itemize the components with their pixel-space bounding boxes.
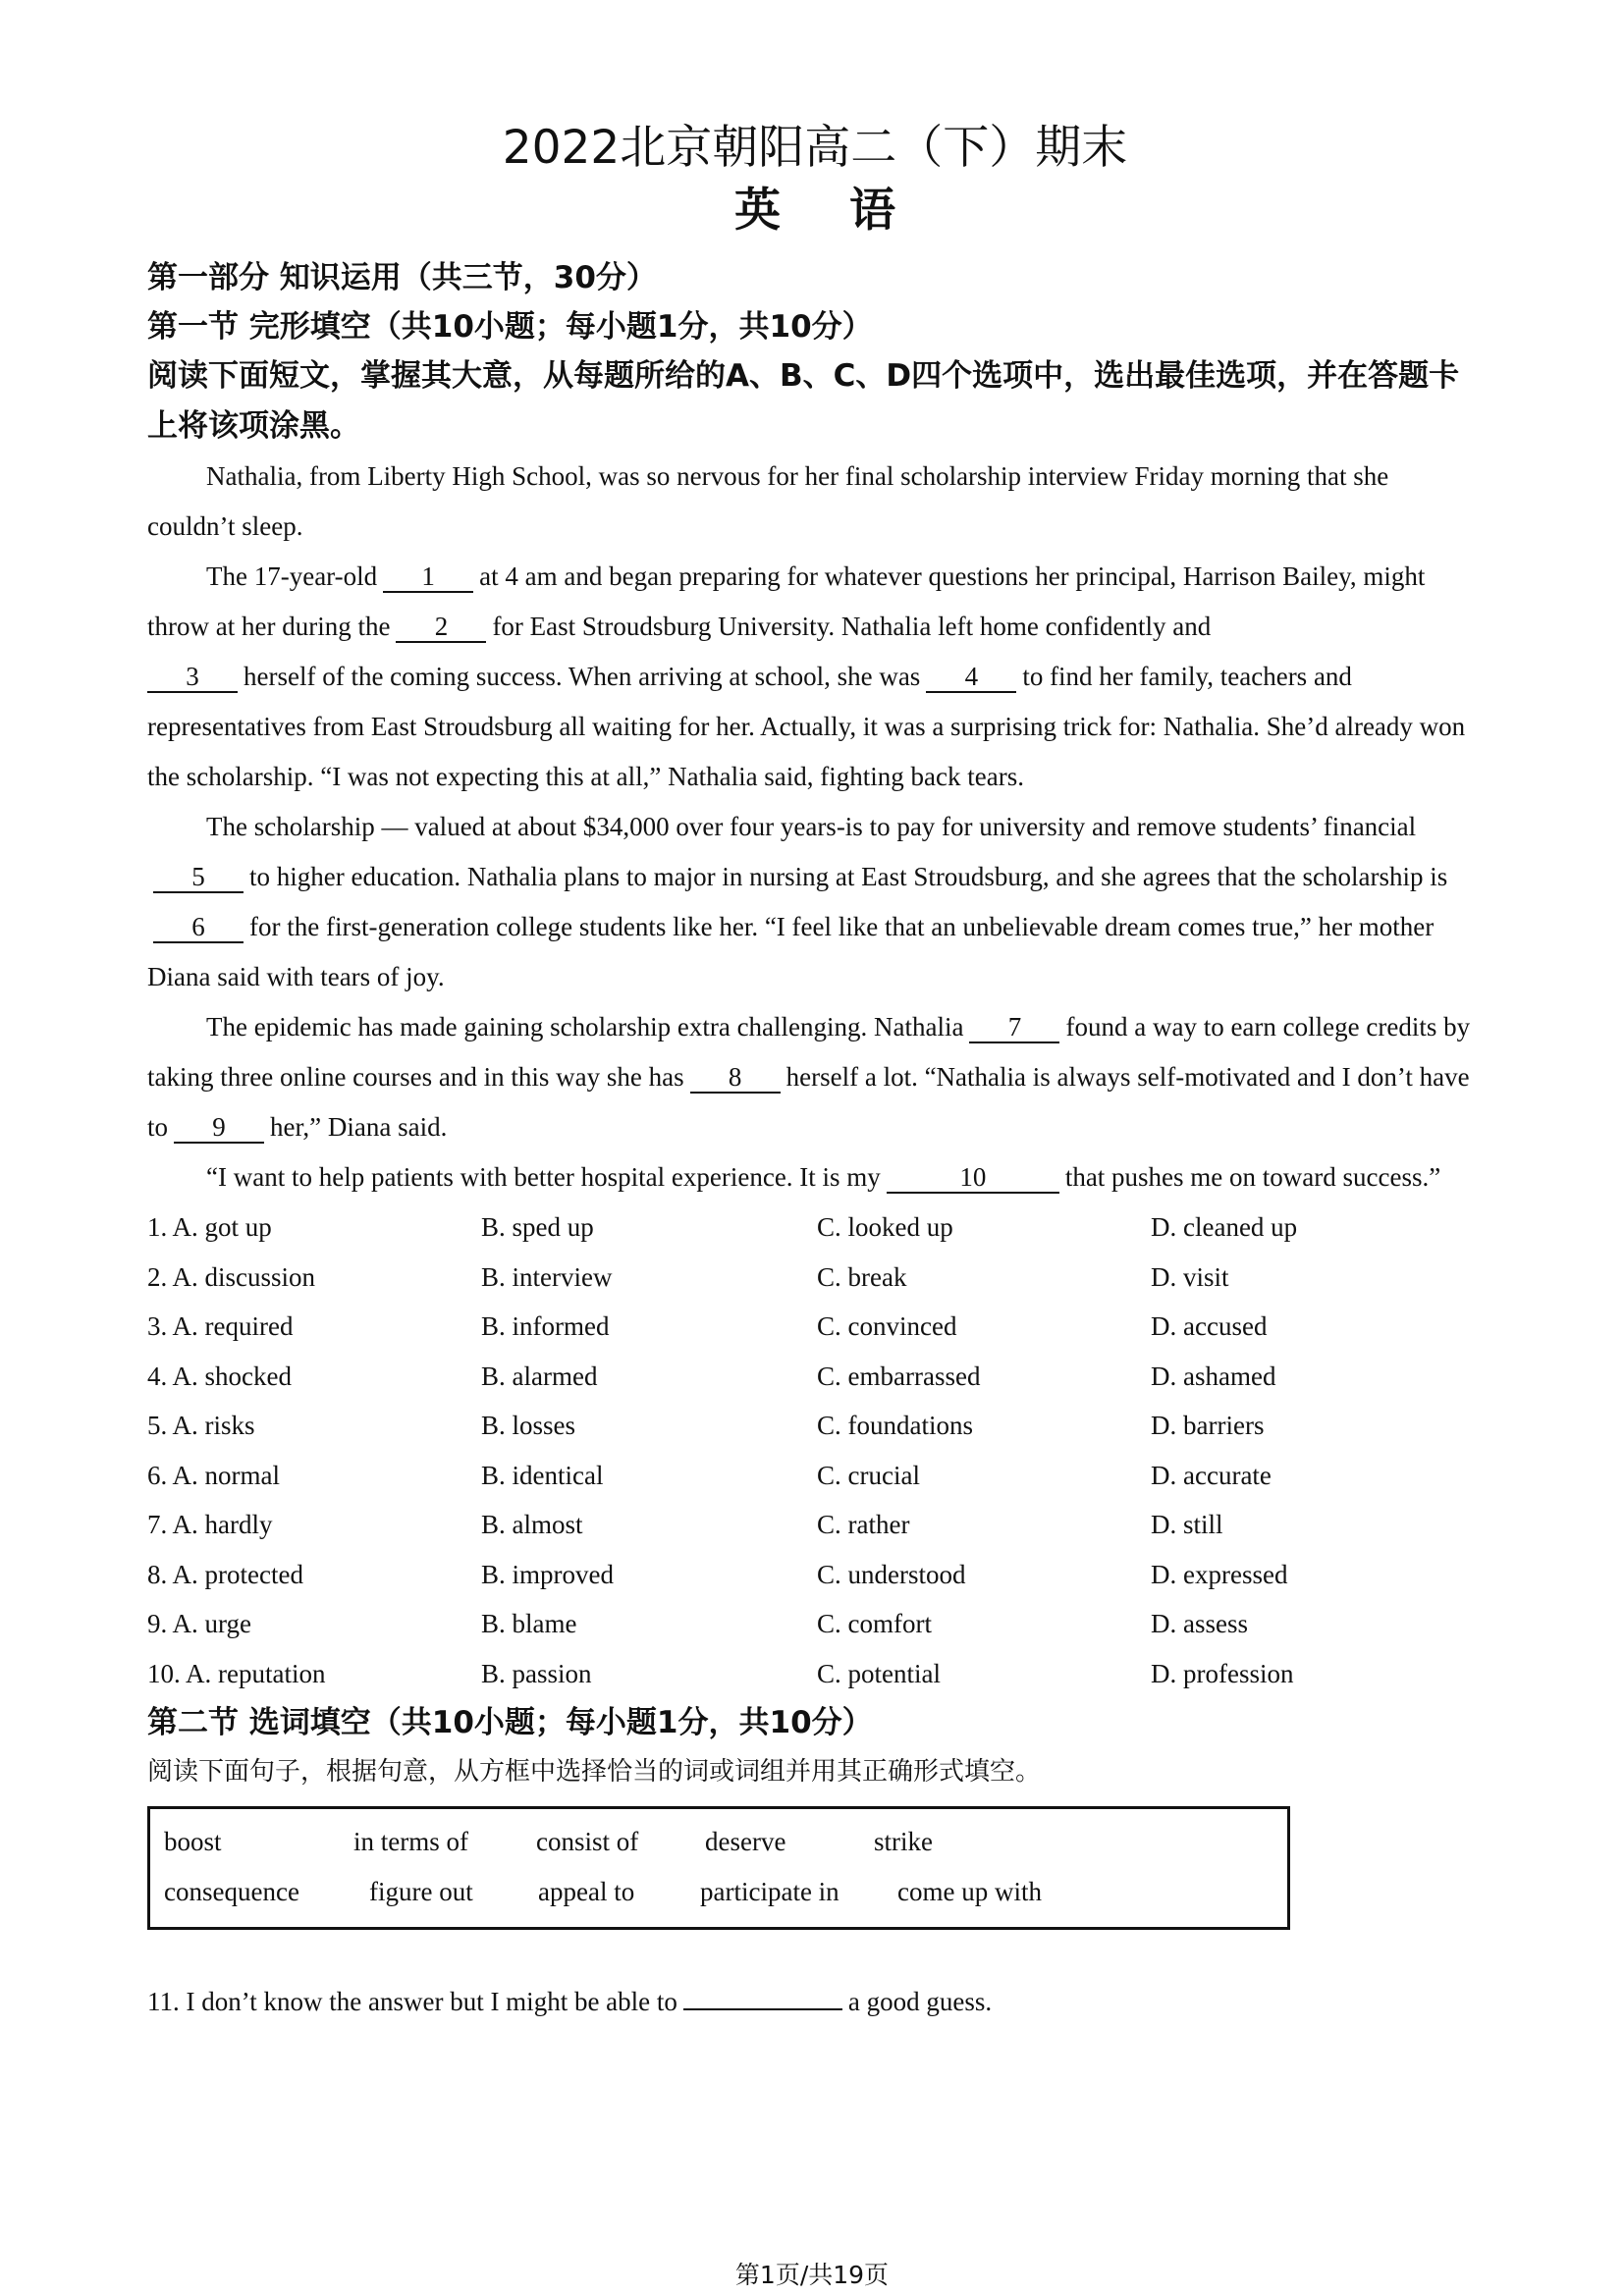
option-d[interactable]: D. ashamed bbox=[1151, 1361, 1276, 1391]
cloze-blank-5[interactable]: 5 bbox=[153, 862, 244, 893]
option-a[interactable]: 3. A. required bbox=[147, 1311, 294, 1341]
option-b[interactable]: B. informed bbox=[481, 1311, 610, 1341]
cloze-blank-2[interactable]: 2 bbox=[396, 612, 486, 643]
word-box-item: boost bbox=[164, 1827, 222, 1856]
option-row bbox=[147, 1649, 1483, 1699]
question-11 bbox=[147, 1977, 1483, 2027]
option-b[interactable]: B. interview bbox=[481, 1261, 613, 1292]
exam-title: 2022北京朝阳高二（下）期末 bbox=[502, 121, 1128, 175]
option-b[interactable]: B. improved bbox=[481, 1559, 614, 1589]
option-b[interactable]: B. blame bbox=[481, 1609, 577, 1638]
section2-heading: 第二节 选词填空（共10小题；每小题1分，共10分） bbox=[147, 1705, 873, 1740]
option-a[interactable]: 2. A. discussion bbox=[147, 1261, 316, 1292]
option-a[interactable]: 5. A. risks bbox=[147, 1411, 255, 1440]
option-c[interactable]: C. understood bbox=[817, 1559, 966, 1589]
option-d[interactable]: D. profession bbox=[1151, 1658, 1294, 1688]
passage-text: for East Stroudsburg University. Nathalia left home confidently and bbox=[492, 612, 1212, 641]
option-c[interactable]: C. break bbox=[817, 1261, 907, 1292]
page-footer: 第1页/共19页 bbox=[734, 2261, 890, 2289]
section2-instructions: 阅读下面句子，根据句意，从方框中选择恰当的词或词组并用其正确形式填空。 bbox=[147, 1757, 1042, 1787]
fill-blank-11[interactable] bbox=[683, 2008, 842, 2010]
cloze-blank-9[interactable]: 9 bbox=[174, 1112, 264, 1144]
word-box-row-1 bbox=[164, 1817, 1287, 1867]
option-row bbox=[147, 1401, 1483, 1451]
word-box-item: participate in bbox=[700, 1877, 839, 1906]
option-row bbox=[147, 1451, 1483, 1501]
passage-text: The 17-year-old bbox=[206, 561, 378, 591]
word-box-item: figure out bbox=[369, 1877, 473, 1906]
option-d[interactable]: D. visit bbox=[1151, 1261, 1229, 1292]
option-c[interactable]: C. foundations bbox=[817, 1411, 973, 1440]
option-a[interactable]: 1. A. got up bbox=[147, 1212, 272, 1242]
option-d[interactable]: D. cleaned up bbox=[1151, 1212, 1298, 1242]
option-d[interactable]: D. still bbox=[1151, 1510, 1223, 1539]
option-d[interactable]: D. expressed bbox=[1151, 1559, 1288, 1589]
option-b[interactable]: B. identical bbox=[481, 1460, 604, 1490]
exam-page bbox=[147, 118, 1483, 2027]
option-row bbox=[147, 1302, 1483, 1352]
option-row bbox=[147, 1500, 1483, 1550]
section1-instructions: 阅读下面短文，掌握其大意，从每题所给的A、B、C、D四个选项中，选出最佳选项，并在答题卡上将该项涂黑。 bbox=[147, 358, 1460, 444]
word-box-item: strike bbox=[874, 1827, 933, 1856]
option-c[interactable]: C. crucial bbox=[817, 1460, 920, 1490]
question-text: 11. I don’t know the answer but I might be able to bbox=[147, 1987, 677, 2016]
passage-text: at 4 am and began preparing for whatever questions her principal, Harrison Bailey, might throw at her during the bbox=[147, 561, 1426, 641]
cloze-blank-3[interactable]: 3 bbox=[147, 662, 238, 693]
cloze-blank-1[interactable]: 1 bbox=[383, 561, 473, 593]
option-row bbox=[147, 1202, 1483, 1253]
passage-text: “I want to help patients with better hospital experience. It is my bbox=[206, 1162, 881, 1192]
part1-heading: 第一部分 知识运用（共三节，30分） bbox=[147, 260, 657, 295]
option-a[interactable]: 9. A. urge bbox=[147, 1609, 251, 1638]
passage-text: that pushes me on toward success.” bbox=[1064, 1162, 1441, 1192]
word-box bbox=[147, 1806, 1290, 1930]
cloze-blank-4[interactable]: 4 bbox=[926, 662, 1016, 693]
passage-paragraph-2 bbox=[147, 552, 1483, 802]
passage-paragraph-1 bbox=[147, 452, 1483, 552]
subject-title: 英语 bbox=[734, 184, 964, 238]
passage-text: to higher education. Nathalia plans to major in nursing at East Stroudsburg, and she agrees that the scholarship is bbox=[249, 862, 1448, 891]
option-b[interactable]: B. sped up bbox=[481, 1212, 594, 1242]
passage-text: herself a lot. “Nathalia is always self-motivated and I don’t have to bbox=[147, 1062, 1470, 1142]
passage-text: herself of the coming success. When arriving at school, she was bbox=[244, 662, 921, 691]
options-list bbox=[147, 1202, 1483, 1698]
word-box-item: consequence bbox=[164, 1877, 299, 1906]
option-c[interactable]: C. comfort bbox=[817, 1609, 932, 1638]
cloze-blank-10[interactable]: 10 bbox=[887, 1162, 1059, 1194]
passage-paragraph-5 bbox=[147, 1152, 1483, 1202]
passage-paragraph-3 bbox=[147, 802, 1483, 1002]
option-a[interactable]: 7. A. hardly bbox=[147, 1510, 273, 1539]
option-row bbox=[147, 1253, 1483, 1303]
cloze-blank-6[interactable]: 6 bbox=[153, 912, 244, 943]
option-c[interactable]: C. potential bbox=[817, 1658, 941, 1688]
passage-text: her,” Diana said. bbox=[270, 1112, 448, 1142]
option-b[interactable]: B. almost bbox=[481, 1510, 583, 1539]
option-d[interactable]: D. accurate bbox=[1151, 1460, 1272, 1490]
cloze-passage bbox=[147, 452, 1483, 1202]
option-a[interactable]: 6. A. normal bbox=[147, 1460, 280, 1490]
option-a[interactable]: 8. A. protected bbox=[147, 1559, 303, 1589]
word-box-item: consist of bbox=[536, 1827, 639, 1856]
option-a[interactable]: 4. A. shocked bbox=[147, 1361, 292, 1391]
question-text: a good guess. bbox=[847, 1987, 993, 2016]
passage-text: to find her family, teachers and representatives from East Stroudsburg all waiting for her. Actually, it was a surprising trick for: Nathalia. She’d already won the scholarship. “I was not expecting this at all,” Nathalia said, fighting back tears. bbox=[147, 662, 1466, 791]
section1-heading: 第一节 完形填空（共10小题；每小题1分，共10分） bbox=[147, 309, 873, 345]
passage-text: Nathalia, from Liberty High School, was so nervous for her final scholarship interview Friday morning that she couldn’t sleep. bbox=[147, 461, 1389, 541]
option-b[interactable]: B. passion bbox=[481, 1658, 592, 1688]
passage-text: The scholarship — valued at about $34,000 over four years-is to pay for university and remove students’ financial bbox=[206, 812, 1417, 841]
passage-text: The epidemic has made gaining scholarship extra challenging. Nathalia bbox=[206, 1012, 964, 1041]
option-c[interactable]: C. embarrassed bbox=[817, 1361, 981, 1391]
option-d[interactable]: D. barriers bbox=[1151, 1411, 1265, 1440]
option-row bbox=[147, 1550, 1483, 1600]
option-d[interactable]: D. accused bbox=[1151, 1311, 1268, 1341]
word-box-item: appeal to bbox=[538, 1877, 635, 1906]
option-b[interactable]: B. alarmed bbox=[481, 1361, 598, 1391]
passage-text: found a way to earn college credits by taking three online courses and in this way she has bbox=[147, 1012, 1471, 1092]
word-box-item: in terms of bbox=[353, 1827, 468, 1856]
option-row bbox=[147, 1352, 1483, 1402]
passage-text: for the first-generation college students like her. “I feel like that an unbelievable dream comes true,” her mother Diana said with tears of joy. bbox=[147, 912, 1435, 991]
passage-paragraph-4 bbox=[147, 1002, 1483, 1152]
word-box-row-2 bbox=[164, 1867, 1287, 1917]
option-d[interactable]: D. assess bbox=[1151, 1609, 1248, 1638]
option-c[interactable]: C. rather bbox=[817, 1510, 910, 1539]
cloze-blank-8[interactable]: 8 bbox=[690, 1062, 781, 1094]
option-b[interactable]: B. losses bbox=[481, 1411, 576, 1440]
option-c[interactable]: C. looked up bbox=[817, 1212, 953, 1242]
option-a[interactable]: 10. A. reputation bbox=[147, 1658, 326, 1688]
option-c[interactable]: C. convinced bbox=[817, 1311, 957, 1341]
word-box-item: come up with bbox=[897, 1877, 1042, 1906]
cloze-blank-7[interactable]: 7 bbox=[969, 1012, 1059, 1043]
word-box-item: deserve bbox=[705, 1827, 786, 1856]
option-row bbox=[147, 1599, 1483, 1649]
